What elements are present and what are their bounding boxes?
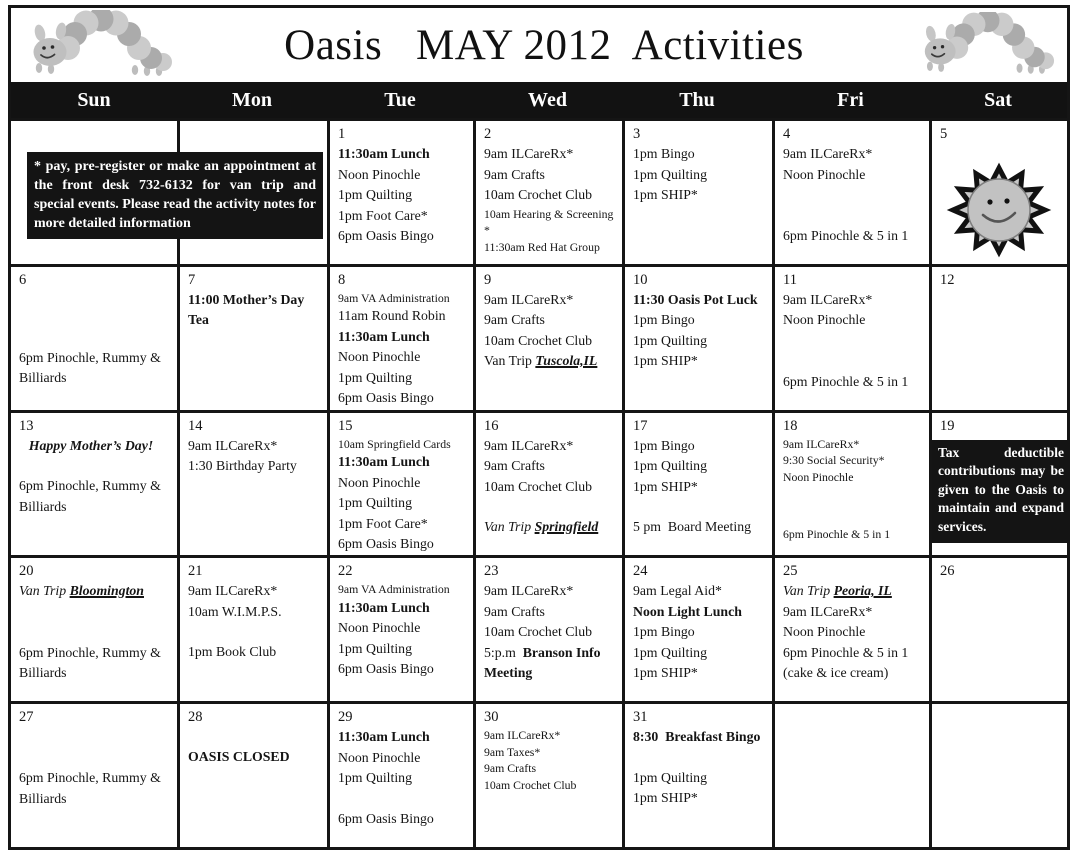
caterpillar-icon	[23, 10, 173, 81]
event-line	[330, 347, 471, 368]
event-line	[330, 306, 471, 327]
event-line	[476, 777, 620, 794]
day-cell	[177, 267, 327, 410]
week-row	[11, 555, 1067, 701]
event-text: 1pm Quilting	[633, 166, 707, 182]
event-line	[625, 165, 770, 186]
event-line	[625, 768, 770, 789]
event-text: 9am ILCareRx*	[188, 437, 278, 453]
event-text: 9am VA Administration	[338, 582, 450, 597]
event-line	[775, 452, 927, 469]
event-text: 1pm Quilting	[633, 458, 707, 474]
event-text: OASIS CLOSED	[188, 749, 290, 765]
event-line	[476, 185, 620, 206]
event-text: Noon Light Lunch	[633, 603, 742, 619]
day-cell	[772, 267, 929, 410]
event-line	[330, 327, 471, 348]
event-line	[775, 643, 927, 664]
day-number: 28	[188, 709, 203, 726]
day-cell	[622, 121, 772, 264]
event-line	[330, 165, 471, 186]
event-line	[625, 351, 770, 372]
day-cell	[177, 413, 327, 556]
caterpillar-icon	[915, 12, 1055, 79]
event-text: 9am ILCareRx*	[484, 146, 574, 161]
event-text: 11:30am Lunch	[338, 599, 430, 615]
event-text: 9am Crafts	[484, 312, 545, 328]
event-line	[330, 368, 471, 389]
event-text: Van Trip	[484, 519, 535, 535]
event-text: 6pm Pinochle & 5 in 1	[783, 644, 909, 660]
day-number: 27	[19, 709, 34, 726]
event-text: 1pm Quilting	[338, 640, 412, 656]
event-line	[476, 760, 620, 777]
event-line	[330, 185, 471, 206]
day-cell	[11, 558, 177, 701]
event-text: Springfield	[534, 519, 599, 535]
event-line	[330, 226, 471, 247]
event-text: Noon Pinochle	[338, 620, 421, 636]
day-cell	[473, 558, 622, 701]
event-text: 11:00 Mother’s Day Tea	[188, 291, 308, 328]
event-line	[775, 310, 927, 331]
day-cell	[772, 558, 929, 701]
event-line	[476, 144, 620, 165]
day-cell	[473, 413, 622, 556]
event-line	[330, 598, 471, 619]
event-line	[775, 469, 927, 486]
event-line	[476, 727, 620, 744]
event-line	[476, 744, 620, 761]
event-text: Peoria, IL	[833, 583, 892, 599]
event-line	[625, 517, 770, 538]
event-text: 9am ILCareRx*	[783, 146, 873, 161]
day-cell	[622, 413, 772, 556]
event-text: Noon Pinochle	[338, 749, 421, 765]
event-text: Bloomington	[69, 583, 144, 599]
day-number: 11	[783, 271, 797, 288]
event-text: 10am Crochet Club	[484, 187, 593, 202]
calendar-grid	[11, 118, 1067, 847]
event-line	[476, 239, 620, 256]
event-text: 6pm Pinochle, Rummy & Billiards	[19, 478, 165, 514]
event-line	[180, 642, 325, 663]
event-text: 9am ILCareRx*	[484, 291, 574, 307]
day-cell	[11, 413, 177, 556]
event-text: Happy Mother’s Day!	[28, 437, 154, 453]
day-number: 30	[484, 709, 499, 726]
event-line	[330, 534, 471, 555]
event-line	[775, 226, 927, 247]
event-line	[625, 643, 770, 664]
event-line	[330, 473, 471, 494]
event-text: 9am ILCareRx*	[484, 728, 561, 743]
event-line	[476, 331, 620, 352]
event-text: 1pm Foot Care*	[338, 207, 428, 223]
event-line	[775, 372, 927, 393]
event-text: Noon Pinochle	[783, 624, 866, 640]
event-text: 8:30 Breakfast Bingo	[633, 729, 761, 745]
event-line	[476, 622, 620, 643]
event-text: 5 pm Board Meeting	[633, 519, 752, 535]
event-line	[625, 622, 770, 643]
event-text: 9am Crafts	[484, 458, 545, 474]
event-text: 6pm Oasis Bingo	[338, 228, 434, 243]
event-text: 6pm Oasis Bingo	[338, 810, 434, 826]
weekday-label: Sun	[77, 88, 111, 111]
event-text: (cake & ice cream)	[783, 665, 889, 681]
event-text: Noon Pinochle	[338, 474, 421, 490]
weekday-label: Fri	[837, 88, 864, 111]
event-text: 9am ILCareRx*	[783, 291, 873, 307]
event-line	[625, 727, 770, 748]
event-text: 11:30am Lunch	[338, 729, 430, 745]
day-number: 31	[633, 709, 648, 726]
day-number: 12	[940, 271, 955, 288]
event-text: 10am Crochet Club	[484, 777, 577, 792]
event-line	[330, 514, 471, 535]
day-cell	[929, 413, 1067, 556]
event-line	[625, 290, 770, 311]
day-cell	[772, 121, 929, 264]
event-text: 9am ILCareRx*	[783, 603, 873, 619]
event-text: 9am Crafts	[484, 761, 537, 776]
event-line	[330, 618, 471, 639]
event-text: 1pm Quilting	[633, 332, 707, 348]
day-cell	[622, 267, 772, 410]
day-number: 25	[783, 563, 798, 580]
day-number: 3	[633, 126, 641, 142]
event-text: 11:30 Oasis Pot Luck	[633, 291, 758, 307]
event-text: Van Trip	[484, 353, 536, 369]
event-line	[476, 436, 620, 457]
event-line	[625, 185, 770, 206]
event-line	[625, 456, 770, 477]
event-line	[180, 290, 325, 331]
event-line	[625, 663, 770, 684]
weekday-row	[11, 82, 1067, 118]
event-text: 10am Springfield Cards	[338, 436, 451, 451]
day-number: 9	[484, 271, 492, 288]
event-line	[11, 348, 175, 389]
event-line	[625, 788, 770, 809]
event-text: 9am ILCareRx*	[484, 583, 574, 599]
weekday-label: Mon	[232, 88, 272, 111]
event-line	[775, 526, 927, 543]
day-cell	[622, 704, 772, 847]
day-number: 6	[19, 271, 27, 288]
event-text: 6pm Pinochle & 5 in 1	[783, 527, 891, 542]
event-line	[625, 477, 770, 498]
event-text: 5:p.m	[484, 644, 523, 660]
event-line	[180, 581, 325, 602]
event-line	[476, 477, 620, 498]
event-text: 9am Crafts	[484, 166, 545, 182]
event-line	[476, 290, 620, 311]
day-number: 8	[338, 271, 346, 288]
event-line	[476, 456, 620, 477]
event-line	[625, 144, 770, 165]
day-number: 5	[940, 126, 948, 142]
event-line	[476, 581, 620, 602]
day-number: 21	[188, 563, 203, 580]
weekday-label: Thu	[679, 88, 715, 111]
day-number: 16	[484, 417, 499, 434]
weekday-label: Sat	[984, 88, 1012, 111]
day-cell	[327, 558, 473, 701]
day-cell	[327, 413, 473, 556]
day-number: 1	[338, 126, 346, 142]
event-text: 1pm Bingo	[633, 146, 695, 161]
event-line	[625, 581, 770, 602]
event-text: 1pm Bingo	[633, 312, 695, 328]
event-line	[330, 206, 471, 227]
event-line	[180, 436, 325, 457]
event-text: Noon Pinochle	[783, 469, 854, 484]
event-line	[330, 581, 471, 598]
week-row	[11, 701, 1067, 847]
event-line	[330, 727, 471, 748]
week-row	[11, 410, 1067, 556]
event-text: Noon Pinochle	[783, 312, 866, 328]
day-cell	[473, 121, 622, 264]
tax-note-box: Tax deductible contributions may be given to the Oasis to maintain and expand services.	[932, 440, 1070, 544]
event-text: 1pm Quilting	[338, 369, 412, 385]
event-line	[775, 436, 927, 453]
event-text: 1pm Foot Care*	[338, 515, 428, 531]
event-line	[625, 331, 770, 352]
event-line	[625, 436, 770, 457]
event-text: 1pm Quilting	[338, 495, 412, 511]
event-text: 9am Taxes*	[484, 744, 541, 759]
registration-note-box: * pay, pre-register or make an appointment at the front desk 732-6132 for van trip and special events. Please read the activity notes for more detailed information	[27, 152, 323, 239]
day-cell	[772, 413, 929, 556]
event-text: 1pm Quilting	[338, 187, 412, 202]
day-number: 10	[633, 271, 648, 288]
weekday-label: Tue	[384, 88, 416, 111]
event-text: 6pm Oasis Bingo	[338, 390, 434, 406]
event-text: Van Trip	[783, 583, 834, 599]
event-text: 11:30am Lunch	[338, 454, 430, 470]
event-line	[775, 144, 927, 165]
event-text: 11:30am Red Hat Group	[484, 239, 600, 254]
day-cell	[327, 267, 473, 410]
event-text: 1pm SHIP*	[633, 665, 698, 681]
event-line	[180, 456, 325, 477]
event-text: Noon Pinochle	[338, 166, 421, 182]
event-text: Tuscola,IL	[535, 353, 598, 369]
event-line	[11, 436, 175, 457]
event-text: 6pm Oasis Bingo	[338, 536, 434, 552]
event-text: 6pm Oasis Bingo	[338, 661, 434, 677]
event-line	[330, 452, 471, 473]
day-cell	[622, 558, 772, 701]
event-line	[330, 639, 471, 660]
event-line	[11, 768, 175, 809]
event-line	[476, 351, 620, 372]
event-text: 1:30 Birthday Party	[188, 458, 297, 474]
event-text: 10am W.I.M.P.S.	[188, 603, 282, 619]
week-row	[11, 264, 1067, 410]
day-cell	[473, 267, 622, 410]
event-line	[330, 144, 471, 165]
day-cell	[177, 704, 327, 847]
event-text: 1pm Quilting	[338, 770, 412, 786]
event-line	[180, 747, 325, 768]
day-number: 26	[940, 563, 955, 580]
event-text: 9am ILCareRx*	[484, 437, 574, 453]
event-text: Branson Info Meeting	[484, 644, 604, 681]
event-line	[11, 581, 175, 602]
event-text: 6pm Pinochle, Rummy & Billiards	[19, 770, 165, 806]
event-line	[330, 659, 471, 680]
event-text: 1pm Book Club	[188, 644, 277, 660]
day-number: 13	[19, 417, 34, 434]
event-text: 6pm Pinochle & 5 in 1	[783, 228, 909, 243]
event-line	[775, 602, 927, 623]
day-cell	[929, 558, 1067, 701]
event-line	[476, 165, 620, 186]
day-cell	[473, 704, 622, 847]
event-text: 11am Round Robin	[338, 308, 446, 324]
day-number: 2	[484, 126, 492, 142]
calendar	[8, 5, 1070, 850]
event-text: 10am Crochet Club	[484, 332, 593, 348]
event-text: 1pm Quilting	[633, 644, 707, 660]
day-number: 22	[338, 563, 353, 580]
event-text: 11:30am Lunch	[338, 328, 430, 344]
event-text: 10am Crochet Club	[484, 624, 593, 640]
event-line	[476, 517, 620, 538]
day-number: 24	[633, 563, 648, 580]
event-line	[625, 602, 770, 623]
event-line	[775, 165, 927, 186]
event-text: 6pm Pinochle & 5 in 1	[783, 373, 909, 389]
day-number: 20	[19, 563, 34, 580]
event-text: Noon Pinochle	[338, 349, 421, 365]
event-text: 9am Legal Aid*	[633, 583, 722, 599]
event-text: 1pm SHIP*	[633, 478, 698, 494]
day-cell	[11, 704, 177, 847]
day-number: 23	[484, 563, 499, 580]
day-number: 15	[338, 417, 353, 434]
event-line	[330, 809, 471, 830]
event-line	[180, 602, 325, 623]
day-number: 7	[188, 271, 196, 288]
day-number: 4	[783, 126, 791, 142]
event-text: 9am Crafts	[484, 603, 545, 619]
event-text: 10am Crochet Club	[484, 478, 593, 494]
day-number: 29	[338, 709, 353, 726]
event-line	[330, 748, 471, 769]
day-cell	[929, 704, 1067, 847]
event-text: 1pm Quilting	[633, 769, 707, 785]
event-line	[476, 310, 620, 331]
weekday-label: Wed	[528, 88, 567, 111]
event-text: 1pm SHIP*	[633, 187, 698, 202]
event-line	[775, 622, 927, 643]
event-line	[330, 768, 471, 789]
event-line	[330, 388, 471, 409]
day-cell	[327, 121, 473, 264]
day-cell	[11, 267, 177, 410]
day-cell	[929, 121, 1067, 264]
event-text: 6pm Pinochle, Rummy & Billiards	[19, 644, 165, 681]
event-text: 9am VA Administration	[338, 290, 450, 305]
event-line	[775, 663, 927, 684]
event-text: 9am ILCareRx*	[188, 583, 278, 599]
day-cell	[327, 704, 473, 847]
event-line	[11, 643, 175, 684]
event-line	[625, 310, 770, 331]
event-text: Noon Pinochle	[783, 166, 866, 182]
day-cell	[929, 267, 1067, 410]
event-text: 1pm Bingo	[633, 624, 695, 640]
event-line	[476, 206, 620, 239]
event-text: 9:30 Social Security*	[783, 453, 885, 468]
day-number: 14	[188, 417, 203, 434]
event-text: 9am ILCareRx*	[783, 436, 860, 451]
sun-icon	[932, 160, 1065, 260]
event-text: 11:30am Lunch	[338, 146, 430, 161]
title-bar	[11, 8, 1067, 82]
day-number: 18	[783, 417, 798, 434]
event-line	[330, 436, 471, 453]
day-cell	[177, 558, 327, 701]
event-line	[476, 602, 620, 623]
event-text: 10am Hearing & Screening *	[484, 206, 617, 237]
event-text: Van Trip	[19, 583, 70, 599]
event-text: 1pm SHIP*	[633, 790, 698, 806]
event-line	[775, 581, 927, 602]
day-number: 19	[940, 417, 955, 434]
event-text: 1pm Bingo	[633, 437, 695, 453]
event-line	[330, 290, 471, 307]
day-cell	[772, 704, 929, 847]
week-row	[11, 118, 1067, 264]
event-line	[775, 290, 927, 311]
event-line	[11, 476, 175, 517]
event-line	[476, 643, 620, 684]
event-line	[330, 493, 471, 514]
day-number: 17	[633, 417, 648, 434]
event-text: 6pm Pinochle, Rummy & Billiards	[19, 349, 165, 386]
event-text: 1pm SHIP*	[633, 353, 698, 369]
page-title: Oasis MAY 2012 Activities	[284, 21, 804, 69]
